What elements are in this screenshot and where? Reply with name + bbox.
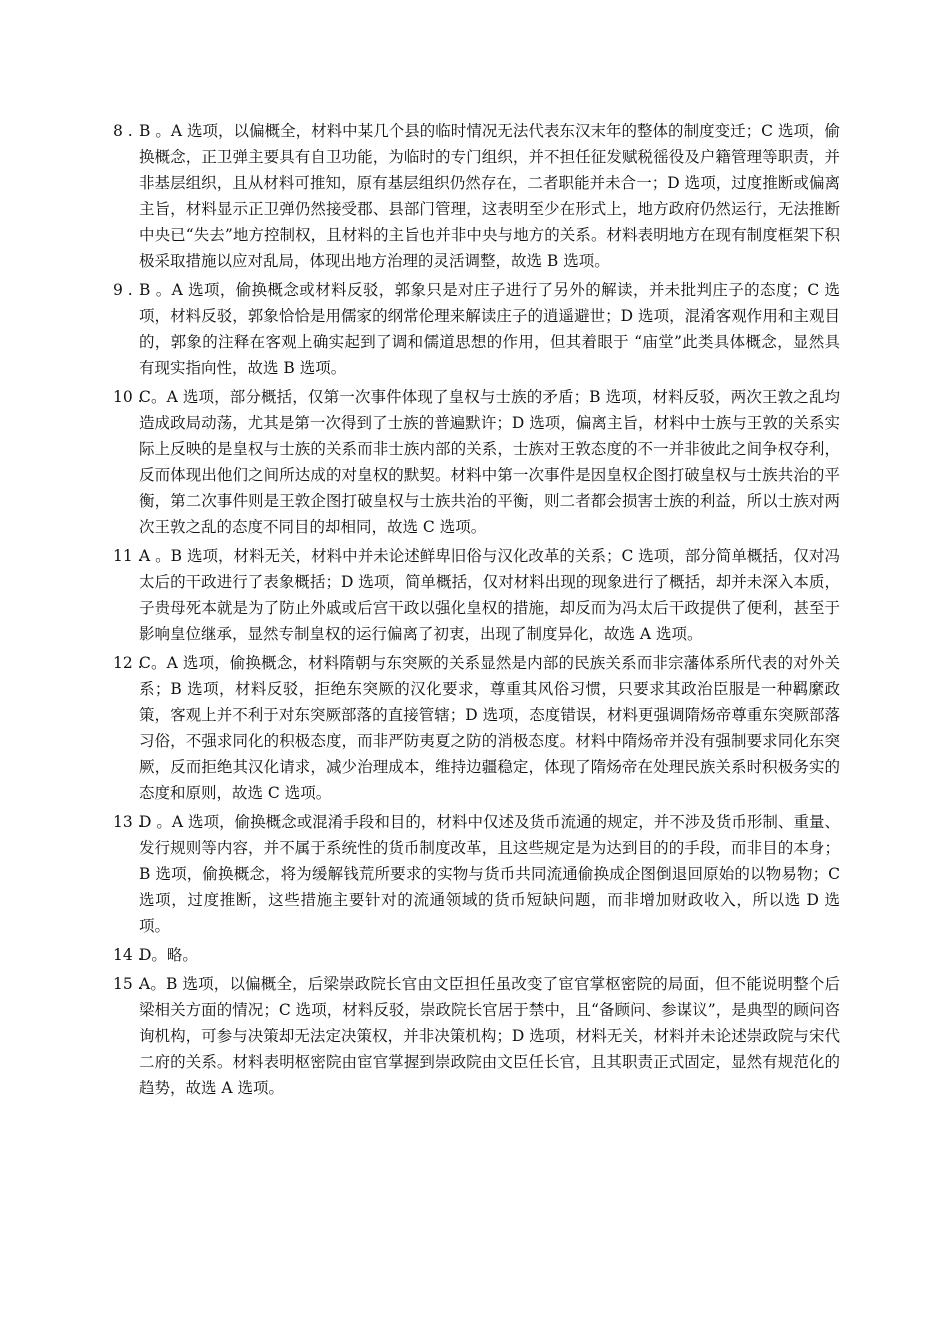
answer-number: 13 . [113, 813, 143, 831]
answer-item-11 [113, 543, 840, 647]
answer-text: C。A 选项，偷换概念，材料隋朝与东突厥的关系显然是内部的民族关系而非宗藩体系所代表的对外关系；B 选项，材料反驳，拒绝东突厥的汉化要求，尊重其风俗习惯，只要求其政治臣服是一种羁縻政策，客观上并不利于对东突厥部落的直接管辖；D 选项，态度错误，材料更强调隋炀帝尊重东突厥部落习俗，不强求同化的积极态度，而非严防夷夏之防的消极态度。材料中隋炀帝并没有强制要求同化东突厥，反而拒绝其汉化请求，减少治理成本，维持边疆稳定，体现了隋炀帝在处理民族关系时积极务实的态度和原则，故选 C 选项。 [139, 654, 840, 802]
answer-text: D 。A 选项，偷换概念或混淆手段和目的，材料中仅述及货币流通的规定，并不涉及货币形制、重量、发行规则等内容，并不属于系统性的货币制度改革，且这些规定是为达到目的的手段，而非目的本身；B 选项，偷换概念，将为缓解钱荒所要求的实物与货币共同流通偷换成企图倒退回原始的以物易物；C 选项，过度推断，这些措施主要针对的流通领域的货币短缺问题，而非增加财政收入，所以选 D 选项。 [139, 813, 840, 935]
answer-item-13 [113, 809, 840, 939]
answer-text: A 。B 选项，材料无关，材料中并未论述鲜卑旧俗与汉化改革的关系；C 选项，部分简单概括，仅对冯太后的干政进行了表象概括；D 选项，简单概括，仅对材料出现的现象进行了概括，却并未深入本质，子贵母死本就是为了防止外戚或后宫干政以强化皇权的措施，却反而为冯太后干政提供了便利，甚至于影响皇位继承，显然专制皇权的运行偏离了初衷，出现了制度异化，故选 A 选项。 [139, 547, 840, 643]
answer-number: 11 . [113, 547, 143, 565]
answer-item-12 [113, 650, 840, 806]
answer-item-14 [113, 942, 840, 968]
answer-item-8 [113, 118, 840, 274]
answer-number: 15 . [113, 975, 143, 993]
answer-number: 14 . [113, 946, 143, 964]
answer-text: B 。A 选项，偷换概念或材料反驳，郭象只是对庄子进行了另外的解读，并未批判庄子的态度；C 选项，材料反驳，郭象恰恰是用儒家的纲常伦理来解读庄子的逍遥避世；D 选项，混淆客观作用和主观目的，郭象的注释在客观上确实起到了调和儒道思想的作用，但其着眼于 “庙堂”此类具体概念，显然具有现实指向性，故选 B 选项。 [139, 281, 840, 377]
answer-number: 8 . [113, 122, 133, 140]
answer-item-9 [113, 277, 840, 381]
answer-text: C。A 选项，部分概括，仅第一次事件体现了皇权与士族的矛盾；B 选项，材料反驳，两次王敦之乱均造成政局动荡，尤其是第一次得到了士族的普遍默许；D 选项，偏离主旨，材料中士族与王敦的关系实际上反映的是皇权与士族的关系而非士族内部的关系，士族对王敦态度的不一并非彼此之间争权夺利，反而体现出他们之间所达成的对皇权的默契。材料中第一次事件是因皇权企图打破皇权与士族共治的平衡，第二次事件则是王敦企图打破皇权与士族共治的平衡，则二者都会损害士族的利益，所以士族对两次王敦之乱的态度不同目的却相同，故选 C 选项。 [139, 388, 840, 536]
answer-item-15 [113, 971, 840, 1101]
answer-number: 12 . [113, 654, 143, 672]
answer-list [113, 118, 840, 1104]
answer-item-10 [113, 384, 840, 540]
answer-text: D。略。 [139, 946, 198, 964]
answer-number: 10 . [113, 388, 143, 406]
answer-text: A。B 选项，以偏概全，后梁崇政院长官由文臣担任虽改变了宦官掌枢密院的局面，但不能说明整个后梁相关方面的情况；C 选项，材料反驳，崇政院长官居于禁中，且“备顾问、参谋议”，是典型的顾问咨询机构，可参与决策却无法定决策权，并非决策机构；D 选项，材料无关，材料并未论述崇政院与宋代二府的关系。材料表明枢密院由宦官掌握到崇政院由文臣任长官，且其职责正式固定，显然有规范化的趋势，故选 A 选项。 [139, 975, 840, 1097]
answer-number: 9 . [113, 281, 133, 299]
answer-text: B 。A 选项，以偏概全，材料中某几个县的临时情况无法代表东汉末年的整体的制度变迁；C 选项，偷换概念，正卫弹主要具有自卫功能，为临时的专门组织，并不担任征发赋税徭役及户籍管理等职责，并非基层组织，且从材料可推知，原有基层组织仍然存在，二者职能并未合一；D 选项，过度推断或偏离主旨，材料显示正卫弹仍然接受郡、县部门管理，这表明至少在形式上，地方政府仍然运行，无法推断中央已“失去”地方控制权，且材料的主旨也并非中央与地方的关系。材料表明地方在现有制度框架下积极采取措施以应对乱局，体现出地方治理的灵活调整，故选 B 选项。 [139, 122, 840, 270]
